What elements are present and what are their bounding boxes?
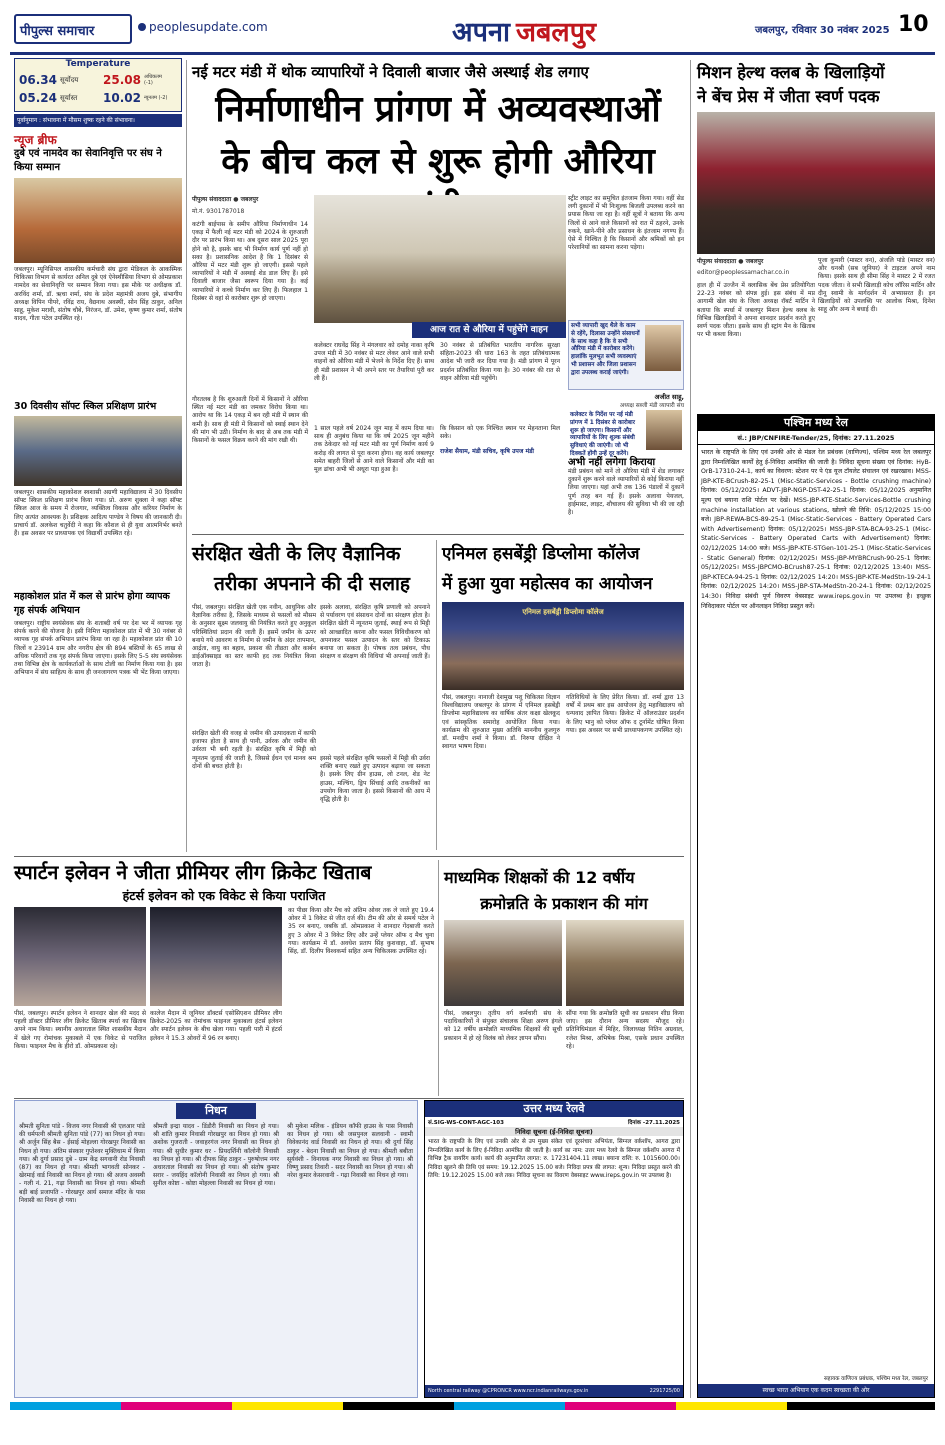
weather-forecast: पूर्वानुमान : संभावना में मौसम शुष्क रहने की संभावना। (14, 114, 182, 127)
cricket-subhead: हंटर्स इलेवन को एक विकेट से किया पराजित (122, 888, 326, 903)
lead-col4: स्ट्रीट लाइट का समुचित इंतजाम किया गया। वहीं सेड लगी दुकानों में भी निःशुल्क बिजली उपलब्ध करने का प्रयास किया जा रहा है। वहीं सूत्रों ने बताया कि अन्य जिलों से आने वाले किसानों को रात में ठहरने, उनके रुकने, खाने-पीने और प्रसाधन के इंतजाम नगण्य हैं। ऐसे में निश्चित है कि किसानों और श्रमिकों को इन परेशानियों का सामना करना पड़ेगा। (568, 195, 684, 252)
farming-col4: इससे पहले संरक्षित कृषि फसलों में मिट्टी की उर्वरा शक्ति बनाए रखते हुए उत्पादन बढ़ाया जा सकता है। इसके लिए ग्रीन हाउस, लो टनल, शेड नेट हाउस, मल्चिंग, ड्रिप सिंचाई आदि तकनीकों का उपयोग किया जाता है। इससे किसानों की आय में वृद्धि होती है। (320, 755, 430, 804)
sunrise-time: 06.34 (19, 73, 57, 87)
quote-1-attribution (568, 392, 684, 409)
lead-col1b: गौरतलब है कि शुरुआती दिनों में किसानों ने औरिया स्थित नई मटर मंडी का जमकर विरोध किया था। आरोप था कि 14 एकड़ में बन रही मंडी में स्थान की कमी है। साथ ही मंडी में किसानों को स्थाई स्थान देने की मांग भी उठी। निर्माण के बाद से अब तक मंडी में किसानों के फसल विक्रय करने की मांग रखी थी। (192, 396, 308, 445)
obituary-col1: श्रीमती सुनिता पांडे - विजय नगर निवासी श्री एलआर पांडे की धर्मपत्नी श्रीमती सुनिता पांडे (77) का निधन हो गया। श्री अर्जुन सिंह बैस - ईसाई मोहल्ला गोरखपुर निवासी का निधन हो गया। अंतिम संस्कार गुप्तेश्वर मुक्तिधाम में किया गया। श्री दुर्गा प्रसाद दुबे - ग्राम केंद्र सगवानी रोड निवासी (87) का निधन हो गया। श्रीमती भागवती सोनकर - खेरमाई वार्ड निवासी का निधन हो गया। श्री अजय अवस्थी - गली नं. 21, गढ़ा निवासी का निधन हो गया। श्रीमती बड़ी बाई प्रजापति - गोरखपुर आर्य समाज मंदिर के पास निवासी का निधन हो गया। (19, 1123, 145, 1204)
brief-2-body: जबलपुर। शासकीय महाकोशल स्वशासी अग्रणी महाविद्यालय में 30 दिवसीय सॉफ्ट स्किल प्रशिक्षण प्रारंभ किया गया। प्रो. अरुण शुक्ला ने कहा सॉफ्ट स्किल आज के समय में रोजगार, व्यक्तित्व विकास और करियर निर्माण के लिए अत्यंत आवश्यक है। प्रशिक्षक आदित्य पाण्डेय ने विषय की जानकारी दी। प्राचार्य डॉ. अलकेश चतुर्वेदी ने कहा कि कौशल से ही युवा आत्मनिर्भर बनते हैं। इस अवसर पर प्राध्यापक एवं विद्यार्थी उपस्थित रहे। (14, 489, 182, 538)
farming-col3: इसके अलावा, संरक्षित कृषि प्रणाली को अपनाने से पर्यावरण एवं संसाधन दोनों का संरक्षण होता है। संरक्षित खेती में न्यूनतम जुताई, स्थाई रूप से मिट्टी को आच्छादित करना और फसल विविधीकरण को अपनाकर फसल उत्पादन के स्तर को टिकाऊ बनाया जा सकता है। पोषक तत्व प्रबंधन, पौध संरक्षण व संरक्षण की विधियां भी अपनाई जाती हैं। (320, 604, 430, 661)
column-divider (438, 860, 439, 1096)
row-divider (14, 1098, 684, 1099)
lead-phone: मो.नं. 9301787018 (192, 208, 245, 215)
cricket-col3: का पीछा किया और मैच को अंतिम ओवर तक ले जाते हुए 19.4 ओवर में 1 विकेट से जीत दर्ज की। टीम की ओर से समर्थ पटेल ने 35 रन बनाए, जबकि डॉ. ओमप्रकाश ने शानदार गेंदबाजी करते हुए 3 ओवर में 3 विकेट लिए और उन्हें प्लेयर ऑफ द मैच चुना गया। कार्यक्रम में डॉ. अवधेश प्रताप सिंह कुशवाहा, डॉ. सुभाष सिंह, डॉ. दिलीप विश्वकर्मा सहित अन्य चिकित्सक उपस्थित रहे। (288, 907, 434, 956)
section-city: जबलपुर (515, 17, 597, 48)
brief-1-photo (14, 178, 182, 263)
sunrise-row (19, 73, 78, 87)
obituary-col3: श्री मुकेश मलिक - इंडियन कॉफी हाउस के पास निवासी का निधन हो गया। श्री जसपुनल सलवानी - स्वामी विवेकानंद वार्ड निवासी का निधन हो गया। श्री दुर्गा सिंह ठाकुर - बेदना निवासी का निधन हो गया। श्रीमती बबीता सूर्यवंशी - विनायक नगर निवासी का निधन हो गया। श्री विष्णु प्रसाद तिवारी - सदर निवासी का निधन हो गया। श्री नरेश कुमार केसरवानी - गढ़ा निवासी का निधन हो गया। (287, 1123, 413, 1180)
lead-byline (192, 195, 312, 203)
lead-photo (314, 195, 566, 323)
masthead-rule (10, 52, 935, 55)
college-col2: गतिविधियों के लिए प्रेरित किया। डॉ. शर्मा द्वारा 13 वर्षों में प्रथम बार इस आयोजन हेतु महाविद्यालय को धन्यवाद ज्ञापित किया। क्रिकेट में ऑलराउंडर प्रदर्शन के लिए भानु को प्लेयर ऑफ द टूर्नामेंट घोषित किया गया। इस अवसर पर सभी प्राध्यापकगण उपस्थित रहे। (566, 694, 684, 734)
column-divider (436, 540, 437, 850)
issue-date: जबलपुर, रविवार 30 नवंबर 2025 (755, 25, 890, 36)
brief-2-photo (14, 416, 182, 486)
sports-byline-city: जबलपुर (745, 258, 764, 265)
railway-central-tender-no: सं.SIG-WS-CONT-AGC-103 (428, 1120, 504, 1126)
max-temp: 25.08 (103, 73, 141, 87)
teachers-headline-1: माध्यमिक शिक्षकों की 12 वर्षीय (444, 868, 635, 887)
lead-col2b: 1 साल पहले वर्ष 2024 जून माह में काम दिया था। साथ ही अनुबंध किया था कि वर्ष 2025 जून महीने तक ठेकेदार को नई मटर मंडी का पूर्ण निर्माण कार्य 9 करोड़ की लागत से पूरा करना होगा। वह कार्य जबलपुर समेत बाहरी जिलों से आने वाले किसानों और मंडी का मूल ढांचा अभी भी अधूरा पड़ा हुआ है। (314, 425, 434, 474)
lead-photo-caption (412, 322, 566, 338)
lead-quote-2-name: राजेश सैयाम, मंडी सचिव, कृषि उपज मंडी (440, 448, 534, 455)
teachers-photo-1 (444, 920, 562, 1006)
railway-central-body: भारत के राष्ट्रपति के लिए एवं उनकी ओर से उप मुख्य संकेत एवं दूरसंचार अभियंता, सिग्नल वर्कशॉप, आगरा द्वारा निम्नलिखित कार्य के लिए ई-निविदा आमंत्रित की जाती है। कार्य का नाम: उत्तर मध्य रेलवे के सिग्नल वर्कशॉप आगरा में विभिन्न ट्रैक वायरिंग कार्य। कार्य की अनुमानित लागत: रु. 17231404.11 लाख। बयाना राशि: रु. 1015600.00। निविदा खुलने की तिथि एवं समय: 19.12.2025 15.00 बजे। निविदा प्रपत्र की लागत: शून्य। निविदा प्रस्तुत करने की तिथि: 19.12.2025 15.00 बजे तक। निविदा सूचना का विवरण वेबसाइट www.ireps.gov.in पर उपलब्ध है। (428, 1139, 680, 1180)
brand-logo (14, 14, 132, 44)
brand-name: पीपुल्स समाचार (20, 24, 95, 39)
farming-col2: संरक्षित खेती की वजह से जमीन की उत्पादकता में काफी इजाफा होता है साथ ही पानी, उर्वरक और जमीन की उर्वरता भी बनी रहती है। संरक्षित कृषि में मिट्टी को न्यूनतम जुताई की जाती है, जिससे ईंधन एवं मानव श्रम दोनों की बचत होती है। (192, 730, 316, 770)
farming-headline-1: संरक्षित खेती के लिए वैज्ञानिक (192, 543, 401, 565)
column-divider (186, 60, 187, 852)
teachers-col1: पीसं, जबलपुर। तृतीय वर्ग कर्मचारी संघ के पदाधिकारियों ने संयुक्त संचालक शिक्षा अरुण इंगले को 12 वर्षीय क्रमोन्नति माध्यमिक शिक्षकों की सूची प्रकाशन में हो रहे विलंब को लेकर ज्ञापन सौंपा। (444, 1010, 562, 1042)
row-divider (14, 856, 684, 857)
railway-central-notice-type: निविदा सूचना (ई-निविदा सूचना) (425, 1127, 683, 1136)
row-divider (192, 534, 684, 535)
lead-col1: कटंगी बाईपास के समीप औरिया निर्माणाधीन 14 एकड़ में फैली नई मटर मंडी को 2024 के शुरुआती दौर पर प्रारंभ किया था। अब दूसरा साल 2025 पूरा होने को है, इसके बाद भी निर्माण कार्य पूर्ण नहीं हो सका है। प्रशासनिक आदेश है कि 1 दिसंबर से औरिया में मटर मंडी शुरू हो जाएगी। इससे पहले व्यापारियों ने मंडी में अस्थाई शेड डाल लिए हैं। इसे दिवाली बाजार जैसा स्वरूप दिया गया है। कई व्यापारियों ने कच्चे निर्माण कर लिए हैं। फिलहाल 1 दिसंबर से वहां से कारोबार शुरू हो जाएगा। (192, 221, 308, 302)
brief-1-title: दुबे एवं नामदेव का सेवानिवृत्ति पर संघ ने किया सम्मान (14, 148, 162, 173)
sunrise-label: सूर्योदय (59, 75, 79, 84)
byline-separator: ● (738, 258, 746, 265)
sunset-label: सूर्यास्त (59, 93, 78, 102)
min-temp-row (103, 91, 170, 105)
railway-central-ref-row (425, 1117, 683, 1127)
quote-box-2 (568, 410, 684, 457)
farming-col1: पीसं, जबलपुर। संरक्षित खेती एक नवीन, आधुनिक और वैज्ञानिक तरीका है, जिसके माध्यम से फसलों को मौसम के अनुसार सूक्ष्म जलवायु की नियंत्रित करते हुए अनुकूल परिस्थितियां प्रदान की जाती हैं। इसमें जमीन के ऊपर बनाये गये आवरण व निर्माण से जमीन के अंदर तापमान, आर्द्रता, वायु का बहाव, प्रकाश की तीव्रता और कार्बन डाईऑक्साइड का स्तर काफी हद तक नियंत्रित किया जाता है। (192, 604, 316, 669)
lead-headline-2: के बीच कल से शुरू होगी औरिया (221, 141, 655, 182)
obituary-col2: श्रीमती इन्द्रा यादव - डिंडौरी निवासी का निधन हो गया। श्री शांति कुमार निवासी गोरखपुर का निधन हो गया। श्री अशोक गुजराती - जवाहरगंज नगर निवासी का निधन हो गया। श्री सुधीर कुमार धर - प्रियदर्शिनी कॉलोनी निवासी का निधन हो गया। श्री दीपक सिंह ठाकुर - पुरुषोत्तम नगर अधारताल निवासी का निधन हो गया। श्री संतोष कुमार सरार - जयहिंद कॉलोनी निवासी का निधन हो गया। श्री सुनील कोष्टा - कोष्टा मोहल्ला निवासी का निधन हो गया। (153, 1123, 279, 1188)
college-headline-1: एनिमल हसबेंड्री डिप्लोमा कॉलेज (442, 544, 640, 564)
railway-west-title: पश्चिम मध्य रेल (698, 415, 934, 431)
lead-subhead: अभी नहीं लगेगा किराया (568, 457, 656, 468)
lead-col3: 30 नवंबर से प्रतिबंधित भारतीय नागरिक सुरक्षा संहिता-2023 की धारा 163 के तहत प्रतिबंधात्मक आदेश भी जारी कर दिया गया है। मंडी प्रांगण में पूरन प्रदर्शन प्रतिबंधित किया गया है। 30 नवंबर की रात से वाहन औरिया मंडी पहुंचेंगे। (440, 342, 560, 382)
sports-byline (697, 257, 815, 265)
masthead (0, 0, 945, 56)
lead-byline-name: पीपुल्स संवाददाता (192, 196, 232, 203)
cricket-photo-1 (14, 907, 146, 1006)
railway-central-title: उत्तर मध्य रेलवे (425, 1101, 683, 1117)
obituary-box (14, 1100, 418, 1398)
quote-1-name: अजीत साहू, (654, 393, 684, 401)
globe-icon (138, 23, 146, 31)
lead-col3b: कि किसान को एक निश्चित स्थान पर मेहनताना मिल सके। (440, 425, 560, 441)
brief-2-title: 30 दिवसीय सॉफ्ट स्किल प्रशिक्षण प्रारंभ (14, 401, 157, 412)
page-number: 10 (898, 12, 929, 37)
quote-2-photo (646, 410, 682, 450)
quote-2-text: कलेक्टर के निर्देश पर नई मंडी प्रांगण में 1 दिसंबर से कारोबार शुरू हो जाएगा। किसानों और व्यापारियों के लिए शुल्क संबंधी सुविधाएं की जाएंगी। जो भी दिक्कतें होंगी उन्हें दूर करेंगे। (570, 412, 635, 457)
min-temp: 10.02 (103, 91, 141, 105)
weather-title: Temperature (65, 59, 131, 69)
obituary-title: निधन (176, 1103, 256, 1119)
teachers-col2: सौंपा गया कि क्रमोन्नति सूची का प्रकाशन शीघ्र किया जाए। इस दौरान अन्य सदस्य मौजूद रहे। प्रतिनिधिमंडल में मिहिर, जिलाध्यक्ष नितिन अग्रवाल, रजेश मिश्रा, अभिषेक मिश्रा, एसके प्रधान उपस्थित रहे। (566, 1010, 684, 1050)
college-photo-banner: एनिमल हसबेंड्री डिप्लोमा कॉलेज (522, 608, 604, 616)
brief-3-body: जबलपुर। राष्ट्रीय स्वयंसेवक संघ के शताब्दी वर्ष पर देश भर में व्यापक गृह संपर्क करने की योजना है। इसी निमित्त महाकोशल प्रांत में भी 30 नवंबर से व्यापक गृह संपर्क अभियान प्रारंभ किया जा रहा है। महाकोशल प्रांत की 10 जिलों व 23914 ग्राम और नगरीय क्षेत्र की 894 बस्तियों के 65 लाख से अधिक परिवारों तक गृह संपर्क किया जाएगा। इसके लिए 5-5 संघ स्वयंसेवक तथा विभिन्न क्षेत्र के कार्यकर्ताओं के साथ टोली का निर्माण किया गया है। इस अभियान में संघ साहित्य के साथ ही जनजागरण पत्रक भी भेंट किया जाएगा। (14, 620, 182, 677)
railway-west-slogan: स्वच्छ भारत अभियान एक कदम स्वच्छता की ओर (698, 1384, 934, 1397)
cricket-photo-2 (150, 907, 282, 1006)
cricket-col2: कालेज मैदान में जूनियर डॉक्टर्स एसोसिएशन प्रीमियर लीग क्रिकेट-2025 का रोमांचक फाइनल मुकाबला हंटर्स इलेवन और स्पार्टन इलेवन के बीच खेला गया। पहली पारी में हंटर्स इलेवन ने 15.3 ओवरों में 96 रन बनाए। (150, 1010, 282, 1042)
sports-headline-1: मिशन हेल्थ क्लब के खिलाड़ियों (697, 63, 885, 82)
quote-box-1 (568, 320, 684, 390)
college-col1: पीसं, जबलपुर। नानाजी देशमुख पशु चिकित्सा विज्ञान विश्वविद्यालय जबलपुर के प्रांगण में एनिमल हसबेंड्री डिप्लोमा महाविद्यालय का वार्षिक अंतर कक्षा खेलकूद एवं सांस्कृतिक समारोह आयोजित किया गया। कार्यक्रम की शुरुआत मुख्य अतिथि माननीय कुलगुरु डॉ. मनदीप शर्मा ने किया। डॉ. निरुपा दीक्षित ने स्वागत भाषण दिया। (442, 694, 560, 751)
website[interactable]: peoplesupdate.com (149, 20, 268, 34)
lead-subhead-body: मंडी प्रबंधन को मानें तो औरिया मंडी में शेड लगाकर दुकानें शुरू करने वाले व्यापारियों से कोई किराया नहीं लिया जाएगा। यहां अभी तक 136 पंडालों में दुकानें पूर्ण तरह बन गई हैं। इसके अलावा पेयजल, हाईमास्ट, लाइट, शौचालय की सुविधा भी की जा रही है। (568, 468, 684, 517)
quote-1-role: अध्यक्ष सब्जी मंडी व्यापारी संघ (619, 403, 684, 409)
farming-headline-2: तरीका अपनाने की दी सलाह (213, 573, 411, 595)
quote-1-text: सभी व्यापारी खुद थैले के काम से रहेंगे, दिलासा उन्होंने संसाधनों के साथ कहा है कि वे सभी औरिया मंडी में कारोबार करेंगे। हालांकि मूलभूत सभी व्यवस्थाएं भी प्रशासन और जिला प्रशासन द्वारा उपलब्ध कराई जाएंगी। (571, 323, 640, 376)
min-label: न्यूनतम (-2) (143, 95, 168, 101)
railway-west-ad (697, 414, 935, 1398)
teachers-headline-2: क्रमोन्नति के प्रकाशन की मांग (480, 894, 648, 913)
section-label: अपना (452, 17, 510, 48)
print-registration-bar (10, 1402, 935, 1410)
sports-body: हाल ही में उज्जैन में क्लासिक बेंच प्रेस प्रतियोगिता 22-23 नवंबर को संपन्न हुई। इस संबंध में मप्र आगामी खेल संघ के जिला अध्यक्ष रॉबर्ट मार्टिन ने बताया कि स्पर्धा में जबलपुर मिशन हेल्थ क्लब के विभिन्न खिलाड़ियों ने अपना शानदार प्रदर्शन करते हुए स्वर्ण पदक जीता। इसके साथ ही स्ट्रांग मैन के खिताब पर भी कब्जा किया। (697, 282, 815, 339)
cricket-headline: स्पार्टन इलेवन ने जीता प्रीमियर लीग क्रिकेट खिताब (14, 861, 372, 884)
section-title (452, 12, 596, 49)
sunset-time: 05.24 (19, 91, 57, 105)
news-brief-label: न्यूज ब्रीफ (14, 133, 57, 147)
sunset-row (19, 91, 77, 105)
sports-photo (697, 112, 935, 254)
lead-col2: कलेक्टर राघवेंद्र सिंह ने मंगलवार को दमोह नाका कृषि उपज मंडी में 30 नवंबर से मटर लेकर आने वाले सभी वाहनों को औरिया मंडी में भेजने के निर्देश दिए हैं। साथ ही मंडी प्रशासन ने भी अपने स्तर पर तैयारियां पूरी कर ली हैं। (314, 342, 434, 382)
column-divider (690, 60, 691, 1398)
max-label: अधिकतम (-1) (143, 74, 162, 86)
sports-byline-name: पीपुल्स संवाददाता (697, 258, 737, 265)
railway-west-signature: सहायक वाणिज्य प्रबंधक, पश्चिम मध्य रेल, जबलपुर (823, 1376, 929, 1382)
railway-west-tender-no: सं.: JBP/CNFIRE-Tender/25, दिनांक: 27.11.2025 (698, 431, 934, 445)
weather-box (14, 58, 182, 112)
byline-separator: ● (233, 196, 241, 203)
railway-central-ad (424, 1100, 684, 1398)
college-photo (442, 602, 684, 690)
max-temp-row (103, 73, 170, 87)
railway-central-footer (425, 1385, 683, 1397)
railway-central-social[interactable]: North central railway @CPRONCR www.ncr.indianrailways.gov.in (428, 1388, 589, 1394)
sports-caption: पूजा कुमारी (मास्टर वन), अंजलि पांडे (मास्टर वन) और धनश्री (सब जूनियर) ने टाइटल अपने नाम किया। इसके साथ ही सीमा सिंह ने मास्टर 2 में रजत पदक जीता। वे सभी खिलाड़ी कोच लॉरिस मार्टिन और दीनू स्वामी के मार्गदर्शन में अभ्यासरत हैं। इन खिलाड़ियों को उपलब्धि पर आलोक मिश्रा, दिनेश साहू और अन्य ने बधाई दी। (818, 257, 935, 314)
lead-photo-caption-text: आज रात से औरिया में पहुंचेंगे वाहन (430, 325, 548, 335)
lead-byline-city: जबलपुर (240, 196, 259, 203)
teachers-photo-2 (566, 920, 684, 1006)
lead-strap: नई मटर मंडी में थोक व्यापारियों ने दिवाली बाजार जैसे अस्थाई शेड लगाए (192, 63, 589, 81)
college-headline-2: में हुआ युवा महोत्सव का आयोजन (442, 574, 653, 594)
cricket-col1: पीसं, जबलपुर। स्पार्टन इलेवन ने शानदार खेल की मदद से पहली डॉक्टर प्रीमियर लीग क्रिकेट खिताब स्पर्धा का खिताब अपने नाम किया। स्थानीय अधारताल स्थित शासकीय मैदान में खेले गए रोमांचक मुकाबले में एक विकेट से पराजित किया। फाइनल मैच के हीरो डॉ. ओमप्रकाश रहे। (14, 1010, 146, 1050)
sports-headline-2: ने बेंच प्रेस में जीता स्वर्ण पदक (697, 87, 880, 106)
lead-headline-1: निर्माणाधीन प्रांगण में अव्यवस्थाओं (215, 89, 661, 130)
railway-west-body: भारत के राष्ट्रपति के लिए एवं उनकी ओर से मंडल रेल प्रबंधक (वाणिज्य), पश्चिम मध्य रेल जबलपुर द्वारा निम्नलिखित कार्यों हेतु ई-निविदा आमंत्रित की जाती है। निविदा सूचना संख्या एवं दिनांक: HyB-OrB-17310-24-1, कार्य का विवरण: स्टेशन पर पे एंड यूज टॉयलेट संचालन एवं रखरखाव। MSS-JBP-KTE-BCrush-82-25-1 (Misc-Static-Services - Bottle crushing machine) दिनांक: 05/12/2025। ADVT-JBP-NGP-DST-42-25-1 दिनांक: 05/12/2025 अनुमानित मूल्य एवं बयाना राशि पोर्टल पर देखें। MSS-JBP-KTE-Static-Services-Bottle crushing machine installation at various stations, खोलने की तिथि: 05/12/2025 15:00 बजे। JBP-REWA-BCS-89-25-1 (Misc-Static-Services - Battery Operated Cars with Advertisement) दिनांक: 05/12/2025। MSS-JBP-STA-BCA-93-25-1 (Misc-Static-Services - Battery Operated Carts with Advertisement) दिनांक: 02/12/2025 14:00 बजे। MSS-JBP-KTE-STGen-101-25-1 (Misc-Static-Services - Static General) दिनांक: 02/12/2025। MSS-JBP-MYBRCrush-90-25-1 दिनांक: 05/12/2025। MSS-JBPCMO-BCrush87-25-1 दिनांक: 02/12/2025 13:40। MSS-JBP-KTECA-94-25-1 दिनांक: 02/12/2025 14:20। MSS-JBP-KTE-MedStn-19-24-1 दिनांक: 02/12/2025 14:20। MSS-JBP-STA-MedStn-20-24-1 दिनांक: 02/12/2025 14:30। निविदा संबंधी पूर्ण विवरण वेबसाइट www.ireps.gov.in पर उपलब्ध है। इच्छुक निविदाकार पोर्टल पर ऑनलाइन निविदा प्रस्तुत करें। (701, 449, 931, 610)
railway-central-ad-id: 2291725/00 (649, 1388, 680, 1394)
quote-1-photo (645, 325, 681, 371)
brief-3-title: महाकोशल प्रांत में कल से प्रारंभ होगा व्यापक गृह संपर्क अभियान (14, 591, 170, 616)
brief-1-body: जबलपुर। म्यूनिसिपल शासकीय कर्मचारी संघ द्वारा मेडिकल के आकस्मिक चिकित्सा विभाग से कार्यरत अनिल दुबे एवं ऐनेस्थीसिया विभाग से ओमप्रकाश नामदेव का सेवानिवृत्ति पर सम्मान किया गया। इस मौके पर अधीक्षक डॉ. अरविंद शर्मा, डॉ. ऋचा शर्मा, संघ के प्रदेश महामंत्री अजय दुबे, संभागीय अध्यक्ष विपिन पीपरे, रविंद्र राय, वैद्यनाथ अवस्थी, सोन सिंह ठाकुर, अनिल साहू, मुकेश मरावी, संतोष चौबे, निरंजन, डॉ. उमेश, कृष्ण कुमार शर्मा, संतोष यादव, गीता पटेल उपस्थित रहे। (14, 266, 182, 323)
railway-central-tender-date: दिनांक -27.11.2025 (627, 1120, 680, 1126)
sports-email[interactable]: editor@peoplessamachar.co.in (697, 269, 790, 276)
